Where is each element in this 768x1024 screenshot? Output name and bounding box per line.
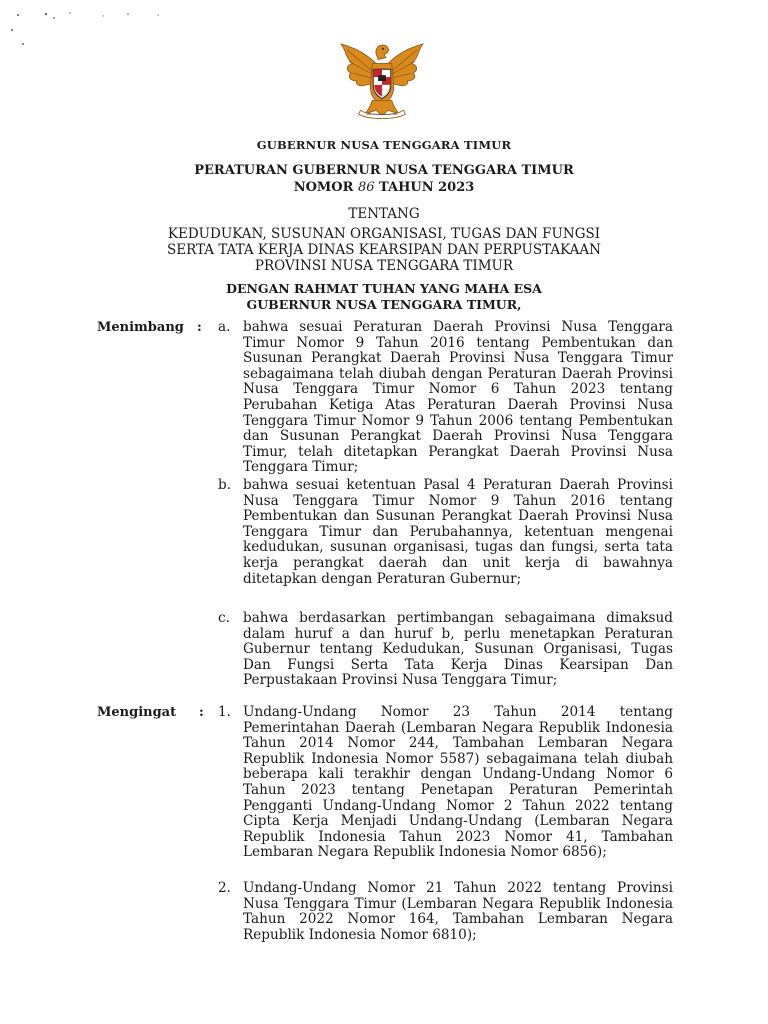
item-text: bahwa sesuai ketentuan Pasal 4 Peraturan Daerah Provinsi Nusa Tenggara Timur Nomor 9 Tahun 2016 tentang Pembentukan dan Susunan Perangkat Daerah Provinsi Nusa Tenggara Timur dan Perubahannya, ketentuan mengenai kedudukan, susunan organisasi, tugas dan fungsi, serta tata kerja perangkat daerah dan unit kerja di bawahnya ditetapkan dengan Peraturan Gubernur; — [243, 477, 673, 587]
regulation-heading — [84, 162, 684, 196]
nomor-prefix: NOMOR — [293, 180, 354, 195]
rahmat-line: DENGAN RAHMAT TUHAN YANG MAHA ESA — [226, 281, 542, 296]
title-line: KEDUDUKAN, SUSUNAN ORGANISASI, TUGAS DAN FUNGSI — [167, 226, 601, 242]
regulation-line: PERATURAN GUBERNUR NUSA TENGGARA TIMUR — [194, 163, 574, 178]
mengingat-label: Mengingat — [97, 705, 177, 720]
mengingat-colon: : — [199, 705, 204, 720]
item-text: Undang-Undang Nomor 21 Tahun 2022 tentang Provinsi Nusa Tenggara Timur (Lembaran Negara Republik Indonesia Tahun 2022 Nomor 164, Tambahan Lembaran Negara Republik Indonesia Nomor 6810); — [243, 880, 673, 943]
nomor-number: 86 — [357, 180, 375, 195]
rahmat-line: GUBERNUR NUSA TENGGARA TIMUR, — [246, 297, 522, 312]
menimbang-label: Menimbang — [97, 320, 184, 335]
tentang-heading: TENTANG — [348, 206, 420, 222]
title-line: SERTA TATA KERJA DINAS KEARSIPAN DAN PERPUSTAKAAN — [167, 242, 601, 258]
item-marker: 1. — [218, 704, 231, 720]
menimbang-item-b — [218, 478, 673, 587]
mengingat-item-2 — [218, 881, 673, 943]
item-text: bahwa berdasarkan pertimbangan sebagaimana dimaksud dalam huruf a dan huruf b, perlu menetapkan Peraturan Gubernur tentang Kedudukan, Susunan Organisasi, Tugas Dan Fungsi Serta Tata Kerja Dinas Kearsipan Dan Perpustakaan Provinsi Nusa Tenggara Timur; — [243, 610, 673, 689]
scan-specks — [8, 10, 178, 50]
governor-title: GUBERNUR NUSA TENGGARA TIMUR — [256, 138, 512, 152]
menimbang-colon: : — [197, 320, 202, 335]
item-marker: a. — [218, 319, 231, 335]
nomor-suffix: TAHUN 2023 — [379, 180, 475, 195]
item-marker: 2. — [218, 880, 231, 896]
menimbang-item-a — [218, 320, 673, 476]
regulation-title — [84, 226, 684, 274]
garuda-emblem-icon — [333, 40, 431, 120]
menimbang-item-c — [218, 611, 673, 689]
mengingat-item-1 — [218, 705, 673, 861]
item-text: Undang-Undang Nomor 23 Tahun 2014 tentang Pemerintahan Daerah (Lembaran Negara Republik Indonesia Tahun 2014 Nomor 244, Tambahan Lembaran Negara Republik Indonesia Nomor 5587) sebagaimana telah diubah beberapa kali terakhir dengan Undang-Undang Nomor 6 Tahun 2023 tentang Penetapan Peraturan Pemerintah Pengganti Undang-Undang Nomor 2 Tahun 2022 tentang Cipta Kerja Menjadi Undang-Undang (Lembaran Negara Republik Indonesia Tahun 2023 Nomor 41, Tambahan Lembaran Negara Republik Indonesia Nomor 6856); — [243, 704, 673, 861]
rahmat-heading — [84, 281, 684, 313]
item-marker: b. — [218, 477, 232, 493]
item-marker: c. — [218, 610, 230, 626]
title-line: PROVINSI NUSA TENGGARA TIMUR — [254, 258, 514, 274]
regulation-number-line — [84, 179, 684, 196]
item-text: bahwa sesuai Peraturan Daerah Provinsi Nusa Tenggara Timur Nomor 9 Tahun 2016 tentang Pembentukan dan Susunan Perangkat Daerah Provinsi Nusa Tenggara Timur sebagaimana telah diubah dengan Peraturan Daerah Provinsi Nusa Tenggara Timur Nomor 6 Tahun 2023 tentang Perubahan Ketiga Atas Peraturan Daerah Provinsi Nusa Tenggara Timur Nomor 9 Tahun 2006 tentang Pembentukan dan Susunan Perangkat Daerah Provinsi Nusa Tenggara Timur, telah ditetapkan Perangkat Daerah Provinsi Nusa Tenggara Timur; — [243, 319, 673, 476]
